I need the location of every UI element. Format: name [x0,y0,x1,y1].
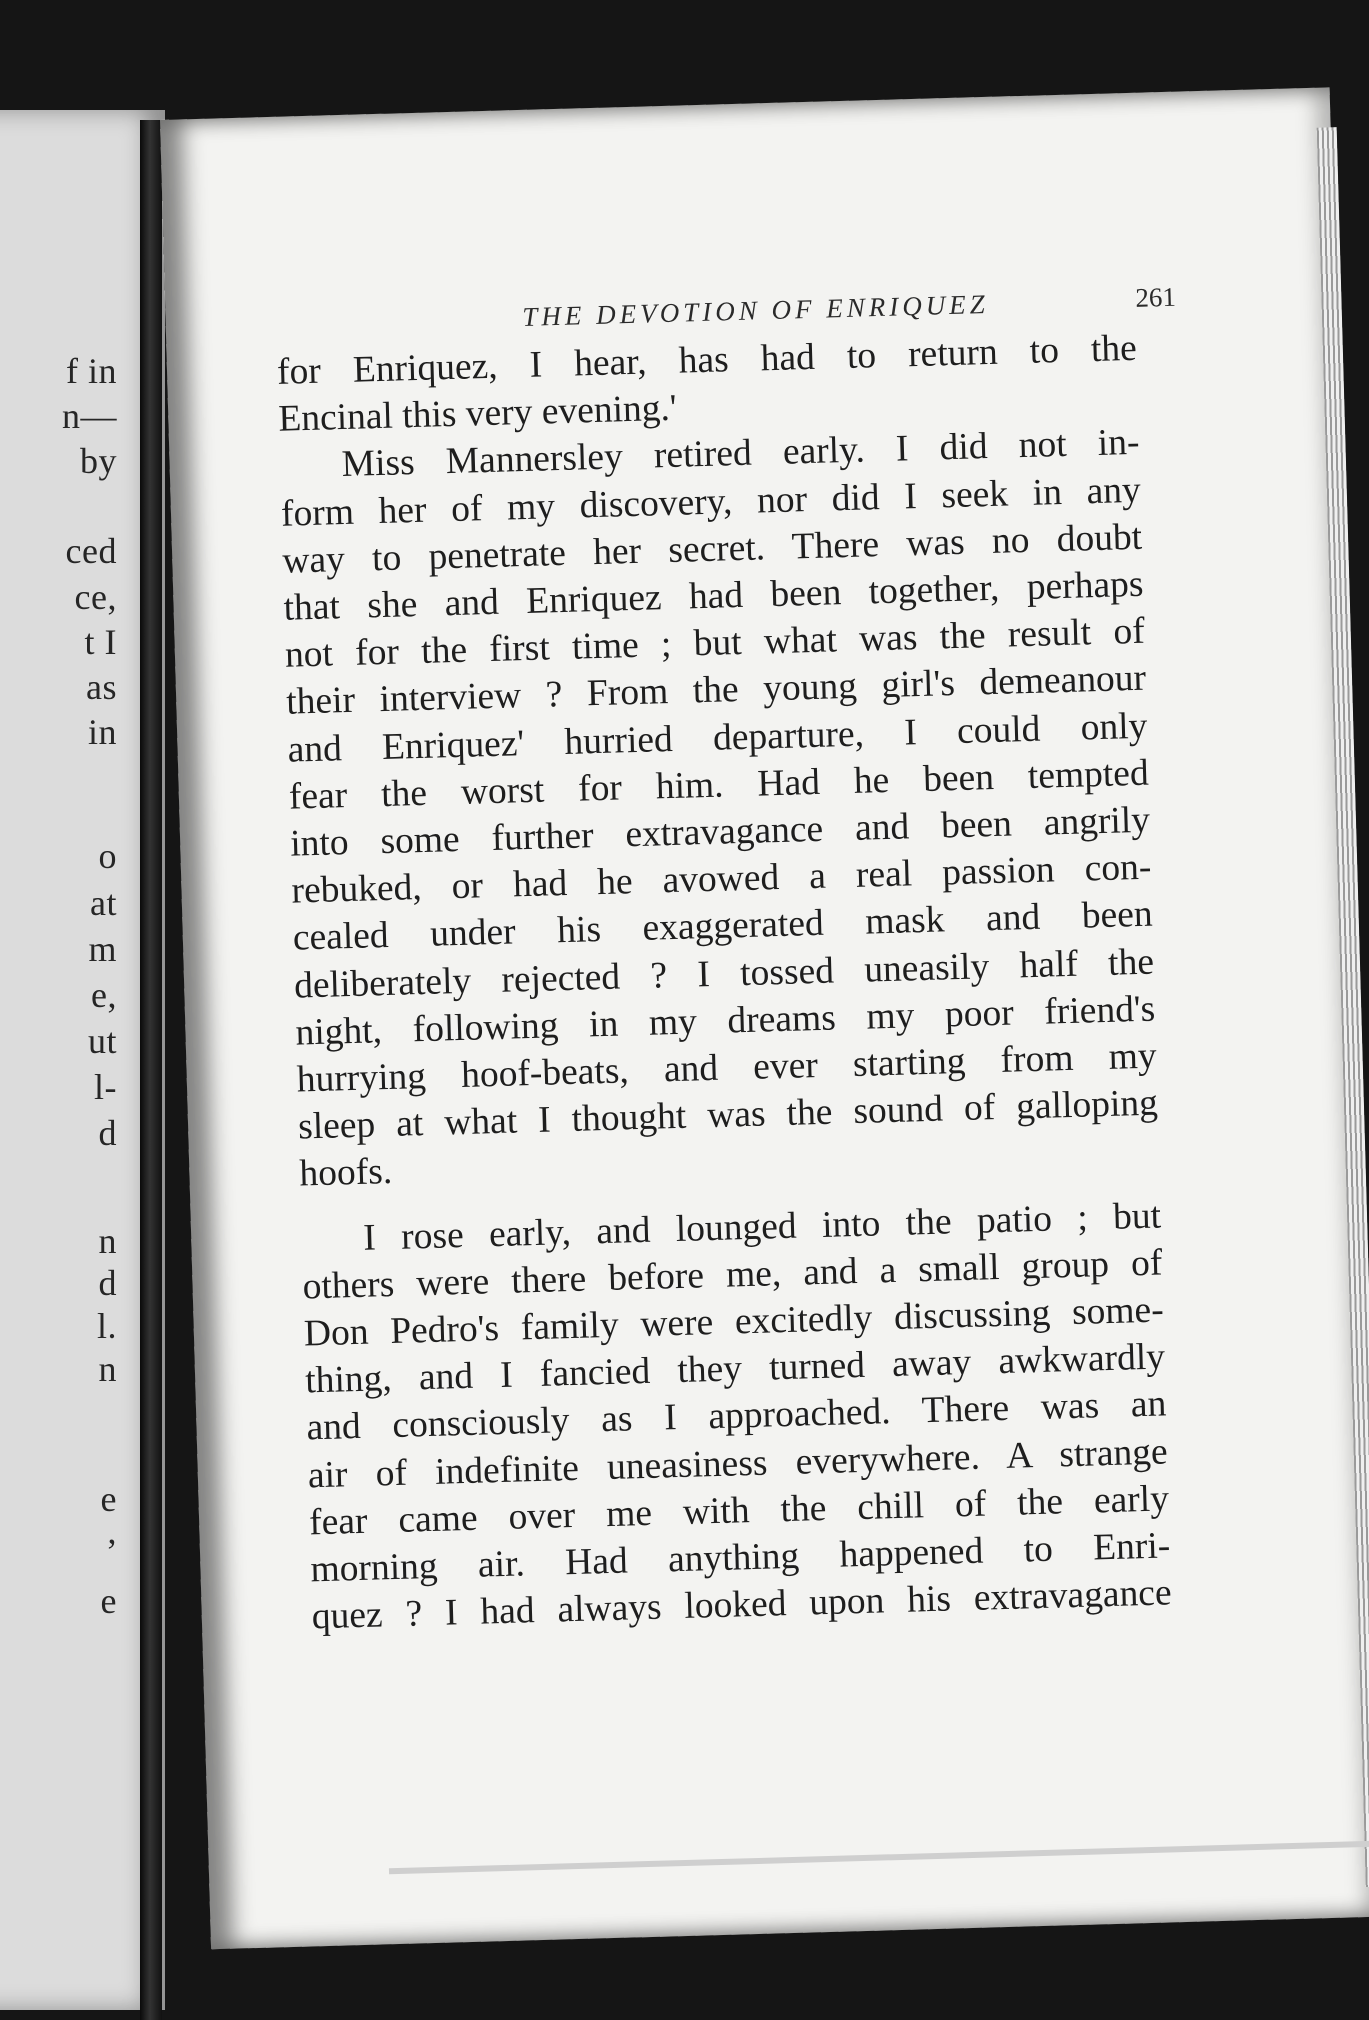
text-line: night, following in my dreams my poor friend's [294,988,1156,1054]
paragraph [279,419,1160,1198]
text-line: and Enriquez' hurried departure, I could only [287,705,1148,771]
left-page-fragment: o [98,836,117,876]
text-line: way to penetrate her secret. There was no doubt [281,516,1143,582]
page-bottom-edge [389,1840,1369,1874]
left-page-fragment: as [86,667,117,707]
left-page-fragment: , [107,1511,117,1551]
left-page-fragment: f in [66,351,117,391]
text-line: not for the first time ; but what was the result of [284,610,1146,676]
left-page-fragment: e, [91,975,117,1015]
text-line: thing, and I fancied they turned away awkwardly [304,1336,1166,1402]
text-line: Don Pedro's family were excitedly discussing some- [303,1289,1165,1355]
left-page-fragment: e [100,1479,117,1519]
book-gutter [140,120,162,2020]
text-line: and consciously as I approached. There was an [306,1383,1167,1449]
left-page-fragment: by [80,441,117,481]
text-line: form her of my discovery, nor did I seek in any [280,469,1142,535]
left-page-fragment: l. [96,1306,117,1346]
text-line: deliberately rejected ? I tossed uneasily half the [293,941,1155,1007]
left-page-fragment: ced [65,531,117,571]
left-page-fragment: d [98,1263,117,1303]
left-page-fragment: m [88,929,117,969]
text-line: quez ? I had always looked upon his extravagance [311,1572,1173,1638]
text-line: air of indefinite uneasiness everywhere. A strange [307,1431,1169,1497]
left-page-fragment: n [98,1221,117,1261]
left-page-fragment: at [90,883,117,923]
left-page-fragment: d [98,1113,117,1153]
left-page-fragment: ce, [74,577,117,617]
text-line: cealed under his exaggerated mask and been [292,894,1154,960]
running-head: THE DEVOTION OF ENRIQUEZ [522,288,990,332]
text-line: I rose early, and lounged into the patio ; but [362,1195,1162,1259]
book-page [160,87,1369,1949]
page-edge [1317,127,1369,1887]
left-page-fragment: e [100,1581,117,1621]
left-page-fragment: in [87,712,117,752]
text-line: fear came over me with the chill of the early [308,1478,1170,1544]
text-line: hurrying hoof-beats, and ever starting from my [296,1035,1158,1101]
text-line: rebuked, or had he avowed a real passion con- [291,846,1152,912]
page-number: 261 [1134,281,1177,313]
text-line: Miss Mannersley retired early. I did not in- [341,422,1140,486]
paragraph [301,1192,1173,1641]
text-line: sleep at what I thought was the sound of galloping [297,1082,1159,1148]
left-page-fragment: l- [94,1067,117,1107]
left-page-fragment: ut [87,1021,117,1061]
text-line: their interview ? From the young girl's demeanour [285,658,1147,724]
text-line: Encinal this very evening.' [277,387,678,441]
text-line: fear the worst for him. Had he been tempted [288,752,1150,818]
text-line: morning air. Had anything happened to Enri- [309,1525,1171,1591]
left-page-fragment: n— [62,396,117,436]
text-line: for Enriquez, I hear, has had to return to the [276,327,1138,393]
page-body [276,325,1172,1641]
text-line: hoofs. [298,1151,393,1195]
text-line: that she and Enriquez had been together, perhaps [283,563,1144,629]
text-line: others were there before me, and a small group of [302,1242,1163,1308]
left-page-fragment: t I [84,622,117,662]
left-page-fragment: n [98,1349,117,1389]
text-line: into some further extravagance and been angrily [289,799,1151,865]
